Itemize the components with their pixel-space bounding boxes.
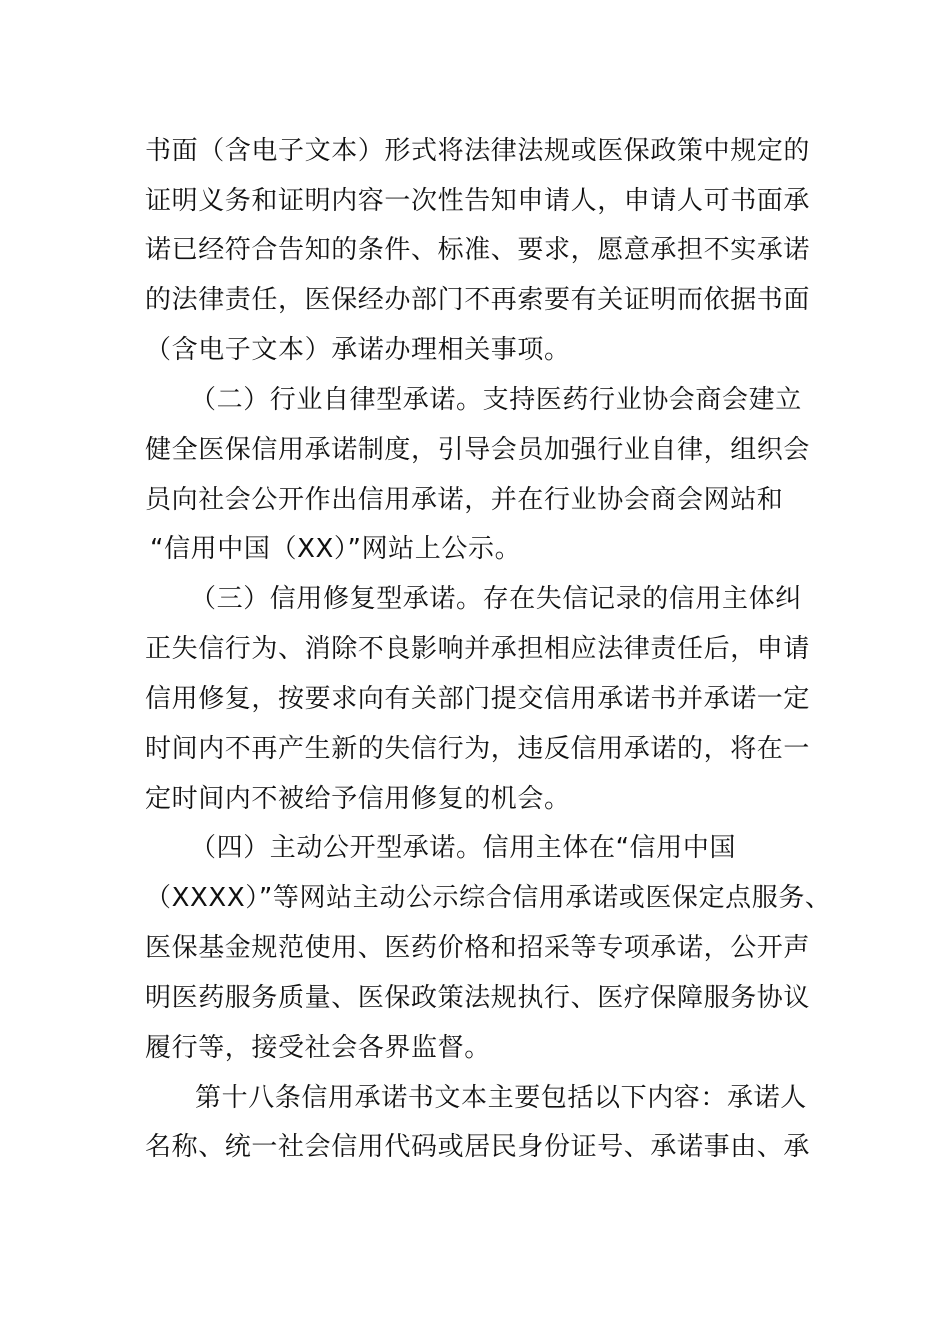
text-line: 名称、统一社会信用代码或居民身份证号、承诺事由、承 [145, 1132, 811, 1162]
text-line: 信用修复，按要求向有关部门提交信用承诺书并承诺一定 [145, 684, 811, 714]
text-line: 书面（含电子文本）形式将法律法规或医保政策中规定的 [145, 136, 811, 166]
text-line: 医保基金规范使用、医药价格和招采等专项承诺，公开声 [145, 933, 811, 963]
text-line: 明医药服务质量、医保政策法规执行、医疗保障服务协议 [145, 983, 811, 1013]
paragraph-heading-line: （二）行业自律型承诺。支持医药行业协会商会建立 [190, 385, 802, 415]
text-line: 员向社会公开作出信用承诺，并在行业协会商会网站和 [145, 485, 784, 515]
text-line: 的法律责任，医保经办部门不再索要有关证明而依据书面 [145, 285, 811, 315]
text-line: “信用中国（XX）”网站上公示。 [150, 534, 522, 564]
text-line: 诺已经符合告知的条件、标准、要求，愿意承担不实承诺 [145, 235, 811, 265]
text-line: 时间内不再产生新的失信行为，违反信用承诺的，将在一 [145, 734, 811, 764]
paragraph-heading-line: （四）主动公开型承诺。信用主体在“信用中国 [190, 833, 737, 863]
text-line: （含电子文本）承诺办理相关事项。 [145, 335, 571, 365]
text-line: 正失信行为、消除不良影响并承担相应法律责任后，申请 [145, 634, 811, 664]
paragraph-heading-line: （三）信用修复型承诺。存在失信记录的信用主体纠 [190, 584, 802, 614]
text-line: 健全医保信用承诺制度，引导会员加强行业自律，组织会 [145, 435, 811, 465]
text-line: 定时间内不被给予信用修复的机会。 [145, 784, 571, 814]
article-heading-line: 第十八条信用承诺书文本主要包括以下内容：承诺人 [195, 1083, 807, 1113]
text-line: 履行等，接受社会各界监督。 [145, 1033, 491, 1063]
text-line: （XXXX）”等网站主动公示综合信用承诺或医保定点服务、 [145, 883, 832, 913]
text-line: 证明义务和证明内容一次性告知申请人，申请人可书面承 [145, 186, 811, 216]
